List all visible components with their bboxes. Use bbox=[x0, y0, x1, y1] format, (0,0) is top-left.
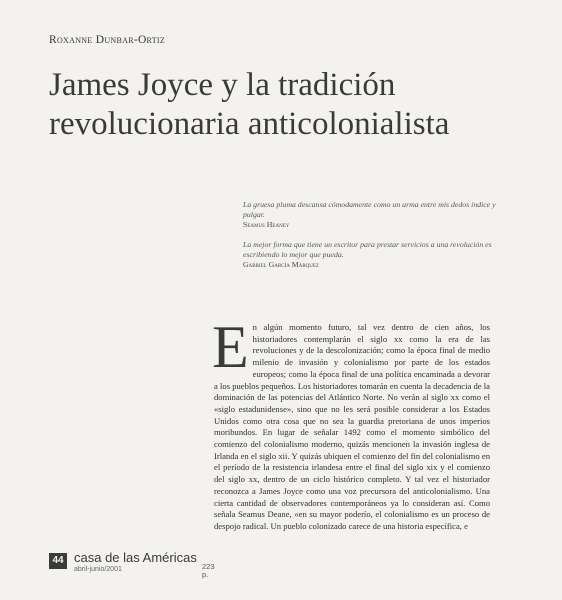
epigraph bbox=[243, 200, 503, 230]
title-line-2: revolucionaria anticolonialista bbox=[49, 106, 450, 142]
article-body bbox=[212, 314, 490, 533]
epigraph-quote: La gruesa pluma descansa cómodamente como un arma entre mis dedos índice y pulgar. bbox=[243, 200, 496, 219]
epigraph-quote: La mejor forma que tiene un escritor para prestar servicios a una revolución es escribiendo lo mejor que pueda. bbox=[243, 240, 492, 259]
article-title bbox=[49, 66, 549, 144]
journal-name: casa de las Américas bbox=[74, 550, 197, 565]
epigraph-source: Gabriel García Márquez bbox=[243, 260, 319, 269]
epigraph bbox=[243, 240, 503, 270]
author-name: Roxanne Dunbar-Ortiz bbox=[49, 34, 166, 46]
drop-cap: E bbox=[212, 314, 249, 380]
epigraphs bbox=[243, 200, 503, 280]
issue-number-value: 223 bbox=[202, 562, 215, 571]
title-line-1: James Joyce y la tradición bbox=[49, 67, 396, 103]
page-number: 44 bbox=[49, 553, 67, 569]
issue-page-abbrev: p. bbox=[202, 570, 209, 579]
article-text: n algún momento futuro, tal vez dentro de cien años, los historiadores contemplarán el siglo xx como la era de las revoluciones y de la descolonización; como la época final de medio milenio de invasión y colonialismo por parte de los estados europeos; como la época final de una política encaminada a devorar a los pueblos pequeños. Los historiadores tomarán en cuenta la decadencia de la dominación de las potencias del Atlántico Norte. No verán al siglo xx como el «siglo estadunidense», sino que no les será posible considerar a los Estados Unidos como otra cosa que no sea la guardia pretoriana de unos imperios moribundos. En lugar de señalar 1492 como el momento simbólico del comienzo del colonialismo moderno, quizás mencionen la invasión inglesa de Irlanda en el siglo xii. Y quizás ubiquen el comienzo del fin del colonialismo en el período de la resistencia irlandesa entre el final del siglo xix y el comienzo del siglo xx, dentro de un ciclo histórico completo. Y tal vez el historiador reconozca a James Joyce como una voz precursora del anticolonialismo. Una cierta cantidad de observadores contemporáneos ya lo consideran así. Como señala Seamus Deane, «en su mayor poderío, el colonialismo es un proceso de despojo radical. Un pueblo colonizado carece de una historia específica, e bbox=[214, 322, 490, 531]
issue-number bbox=[202, 563, 215, 579]
issue-date: abril-junio/2001 bbox=[74, 566, 122, 573]
page-footer bbox=[49, 550, 509, 580]
epigraph-source: Seamus Heaney bbox=[243, 220, 290, 229]
